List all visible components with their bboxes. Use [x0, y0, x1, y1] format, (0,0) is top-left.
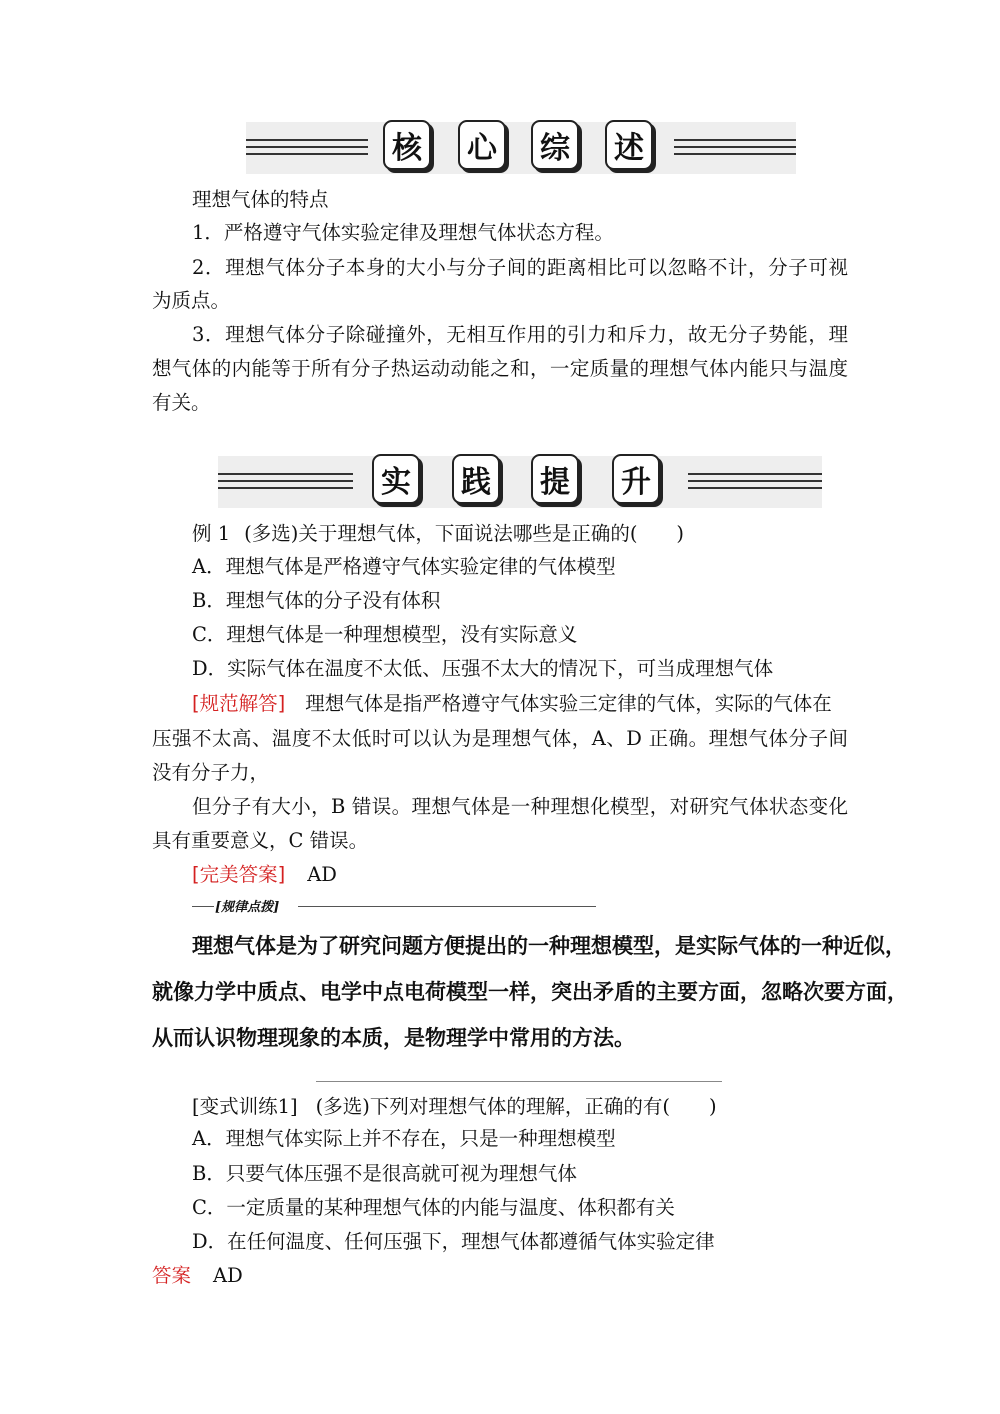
- variant-1-answer-line: [152, 1259, 243, 1293]
- core-item-3-line-1: 3．理想气体分子除碰撞外，无相互作用的引力和斥力，故无分子势能，理: [192, 323, 848, 346]
- example-1-option-c: C．理想气体是一种理想模型，没有实际意义: [192, 623, 578, 646]
- example-1-option-b: B．理想气体的分子没有体积: [192, 589, 441, 612]
- variant-1-question: (多选)下列对理想气体的理解，正确的有( ): [315, 1095, 717, 1118]
- variant-1-answer-value: AD: [213, 1264, 243, 1287]
- example-1-label: 例 1: [192, 522, 231, 545]
- divider-line: [316, 1081, 722, 1082]
- solution-tag: [规范解答]: [192, 692, 286, 715]
- example-1-option-a: A．理想气体是严格遵守气体实验定律的气体模型: [192, 555, 616, 578]
- example-1-option-d: D．实际气体在温度不太低、压强不太大的情况下，可当成理想气体: [192, 657, 774, 680]
- core-summary-title: 理想气体的特点: [192, 188, 329, 211]
- tip-line-1: 理想气体是为了研究问题方便提出的一种理想模型，是实际气体的一种近似，: [192, 934, 906, 958]
- decorative-lines-left: [218, 452, 353, 512]
- variant-1-label: [变式训练1]: [192, 1095, 298, 1118]
- solution-line-4: 但分子有大小，B 错误。理想气体是一种理想化模型，对研究气体状态变化: [192, 795, 848, 818]
- core-item-3-line-3: 有关。: [152, 391, 211, 414]
- banner-char: 践: [452, 454, 500, 504]
- decorative-lines-right: [688, 452, 822, 512]
- banner-char: 提: [531, 454, 579, 504]
- core-item-3-line-2: 想气体的内能等于所有分子热运动动能之和，一定质量的理想气体内能只与温度: [152, 357, 848, 380]
- answer-value: AD: [307, 863, 337, 886]
- solution-text: 理想气体是指严格遵守气体实验三定律的气体，实际的气体在: [305, 692, 832, 715]
- section-banner-core-summary: [0, 118, 1000, 178]
- core-item-2-line-2: 为质点。: [152, 289, 231, 312]
- banner-char: 核: [383, 120, 431, 170]
- banner-char: 综: [531, 120, 579, 170]
- answer-line: [192, 858, 337, 892]
- tip-line-2: 就像力学中质点、电学中点电荷模型一样，突出矛盾的主要方面，忽略次要方面，: [152, 980, 908, 1004]
- banner-char: 心: [458, 120, 506, 170]
- decorative-lines-left: [246, 118, 368, 178]
- example-1-question: (多选)关于理想气体，下面说法哪些是正确的( ): [244, 522, 685, 545]
- solution-line-3: 没有分子力，: [152, 761, 270, 784]
- banner-char: 升: [612, 454, 660, 504]
- solution-line-1: [192, 687, 848, 721]
- variant-1-option-c: C．一定质量的某种理想气体的内能与温度、体积都有关: [192, 1196, 675, 1219]
- variant-1-answer-tag: 答案: [152, 1264, 192, 1287]
- example-1-question-line: [192, 517, 684, 551]
- solution-line-5: 具有重要意义，C 错误。: [152, 829, 369, 852]
- core-item-2-line-1: 2．理想气体分子本身的大小与分子间的距离相比可以忽略不计，分子可视: [192, 256, 848, 279]
- variant-1-option-d: D．在任何温度、任何压强下，理想气体都遵循气体实验定律: [192, 1230, 715, 1253]
- solution-line-2: 压强不太高、温度不太低时可以认为是理想气体，A、D 正确。理想气体分子间: [152, 727, 848, 750]
- tip-rule-short: [192, 906, 214, 907]
- section-banner-practice: [0, 452, 1000, 512]
- answer-tag: [完美答案]: [192, 863, 286, 886]
- tip-rule-long: [298, 906, 596, 907]
- variant-1-option-a: A．理想气体实际上并不存在，只是一种理想模型: [192, 1127, 616, 1150]
- banner-char: 实: [372, 454, 420, 504]
- banner-char: 述: [605, 120, 653, 170]
- variant-1-question-line: [192, 1090, 717, 1124]
- decorative-lines-right: [674, 118, 796, 178]
- tip-label: [规律点拨]: [215, 900, 280, 915]
- variant-1-option-b: B．只要气体压强不是很高就可视为理想气体: [192, 1162, 577, 1185]
- core-item-1: 1．严格遵守气体实验定律及理想气体状态方程。: [192, 221, 614, 244]
- tip-line-3: 从而认识物理现象的本质，是物理学中常用的方法。: [152, 1026, 635, 1050]
